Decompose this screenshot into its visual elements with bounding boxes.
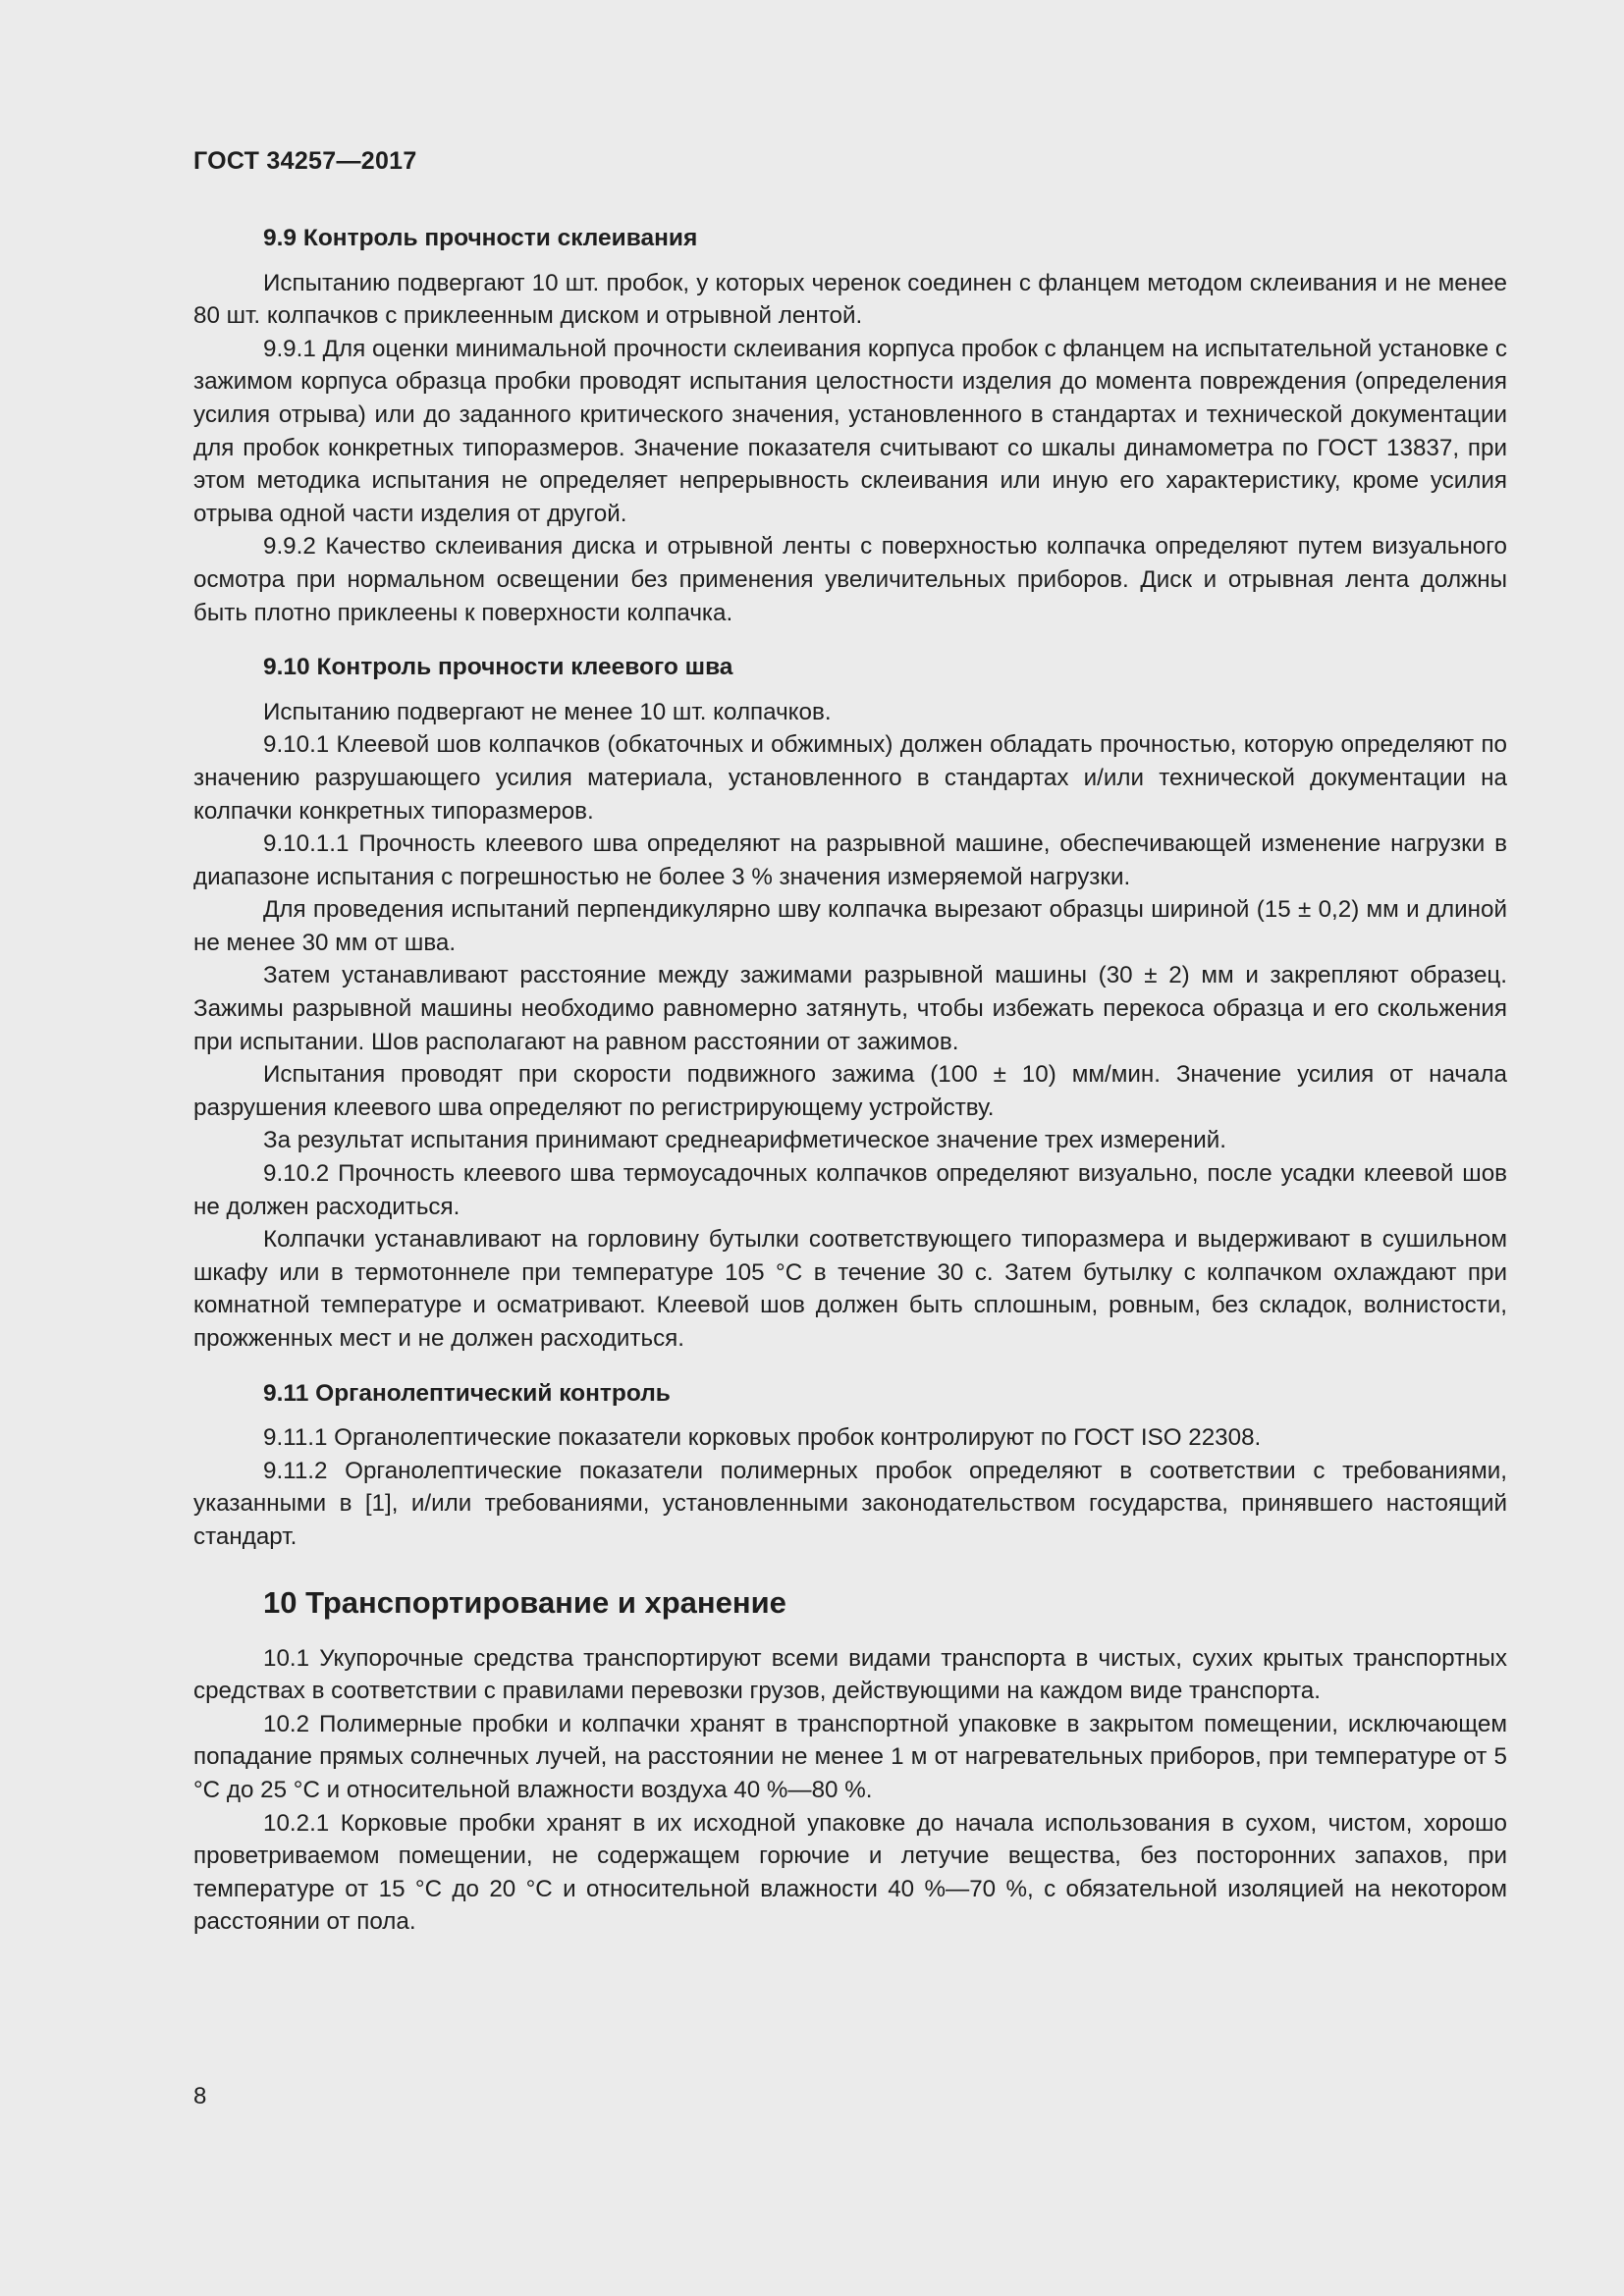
paragraph: Для проведения испытаний перпендикулярно шву колпачка вырезают образцы шириной (15 ± 0,2) мм и длиной не менее 30 мм от шва.: [193, 896, 1507, 956]
section-9-11-heading: 9.11 Органолептический контроль: [263, 1379, 671, 1407]
paragraph: 9.11.1 Органолептические показатели корковых пробок контролируют по ГОСТ ISO 22308.: [263, 1424, 1262, 1452]
paragraph: 9.10.2 Прочность клеевого шва термоусадочных колпачков определяют визуально, после усадки клеевой шов не должен расходиться.: [193, 1160, 1507, 1220]
standard-header: ГОСТ 34257—2017: [193, 147, 417, 175]
paragraph: Испытанию подвергают 10 шт. пробок, у которых черенок соединен с фланцем методом склеивания и не менее 80 шт. колпачков с приклеенным диском и отрывной лентой.: [193, 269, 1507, 330]
section-10-heading: 10 Транспортирование и хранение: [263, 1584, 786, 1620]
paragraph: 10.2.1 Корковые пробки хранят в их исходной упаковке до начала использования в сухом, чистом, хорошо проветриваемом помещении, не содержащем горючие и летучие вещества, без посторонних запахов, при температуре от 15 °C до 20 °C и относительной влажности 40 %—70 %, с обязательной изоляцией на некотором расстоянии от пола.: [193, 1809, 1507, 1936]
section-9-10-heading: 9.10 Контроль прочности клеевого шва: [263, 654, 733, 681]
paragraph: 10.2 Полимерные пробки и колпачки хранят в транспортной упаковке в закрытом помещении, исключающем попадание прямых солнечных лучей, на расстоянии не менее 1 м от нагревательных приборов, при температуре от 5 °C до 25 °C и относительной влажности воздуха 40 %—80 %.: [193, 1710, 1507, 1803]
section-9-9-heading: 9.9 Контроль прочности склеивания: [263, 225, 698, 251]
page-content: [193, 222, 1507, 1939]
paragraph: 9.10.1.1 Прочность клеевого шва определяют на разрывной машине, обеспечивающей изменение нагрузки в диапазоне испытания с погрешностью не более 3 % значения измеряемой нагрузки.: [193, 830, 1507, 890]
paragraph: Колпачки устанавливают на горловину бутылки соответствующего типоразмера и выдерживают в сушильном шкафу или в термотоннеле при температуре 105 °C в течение 30 с. Затем бутылку с колпачком охлаждают при комнатной температуре и осматривают. Клеевой шов должен быть сплошным, ровным, без складок, волнистости, прожженных мест и не должен расходиться.: [193, 1226, 1507, 1352]
paragraph: Испытанию подвергают не менее 10 шт. колпачков.: [263, 698, 832, 725]
paragraph: 9.10.1 Клеевой шов колпачков (обкаточных и обжимных) должен обладать прочностью, которую определяют по значению разрушающего усилия материала, установленного в стандартах и/или технической документации на колпачки конкретных типоразмеров.: [193, 731, 1507, 825]
paragraph: 9.9.1 Для оценки минимальной прочности склеивания корпуса пробок с фланцем на испытательной установке с зажимом корпуса образца пробки проводят испытания целостности изделия до момента повреждения (определения усилия отрыва) или до заданного критического значения, установленного в стандартах и технической документации для пробок конкретных типоразмеров. Значение показателя считывают со шкалы динамометра по ГОСТ 13837, при этом методика испытания не определяет непрерывность склеивания или иную его характеристику, кроме усилия отрыва одной части изделия от другой.: [193, 335, 1507, 527]
page-number: 8: [193, 2083, 207, 2109]
paragraph: За результат испытания принимают среднеарифметическое значение трех измерений.: [263, 1127, 1226, 1154]
paragraph: Затем устанавливают расстояние между зажимами разрывной машины (30 ± 2) мм и закрепляют образец. Зажимы разрывной машины необходимо равномерно затянуть, чтобы избежать перекоса образца и его скольжения при испытании. Шов располагают на равном расстоянии от зажимов.: [193, 962, 1507, 1055]
paragraph: 9.11.2 Органолептические показатели полимерных пробок определяют в соответствии с требованиями, указанными в [1], и/или требованиями, установленными законодательством государства, принявшего настоящий стандарт.: [193, 1457, 1507, 1550]
paragraph: 10.1 Укупорочные средства транспортируют всеми видами транспорта в чистых, сухих крытых транспортных средствах в соответствии с правилами перевозки грузов, действующими на каждом виде транспорта.: [193, 1644, 1507, 1705]
paragraph: 9.9.2 Качество склеивания диска и отрывной ленты с поверхностью колпачка определяют путем визуального осмотра при нормальном освещении без применения увеличительных приборов. Диск и отрывная лента должны быть плотно приклеены к поверхности колпачка.: [193, 533, 1507, 626]
paragraph: Испытания проводят при скорости подвижного зажима (100 ± 10) мм/мин. Значение усилия от начала разрушения клеевого шва определяют по регистрирующему устройству.: [193, 1061, 1507, 1121]
